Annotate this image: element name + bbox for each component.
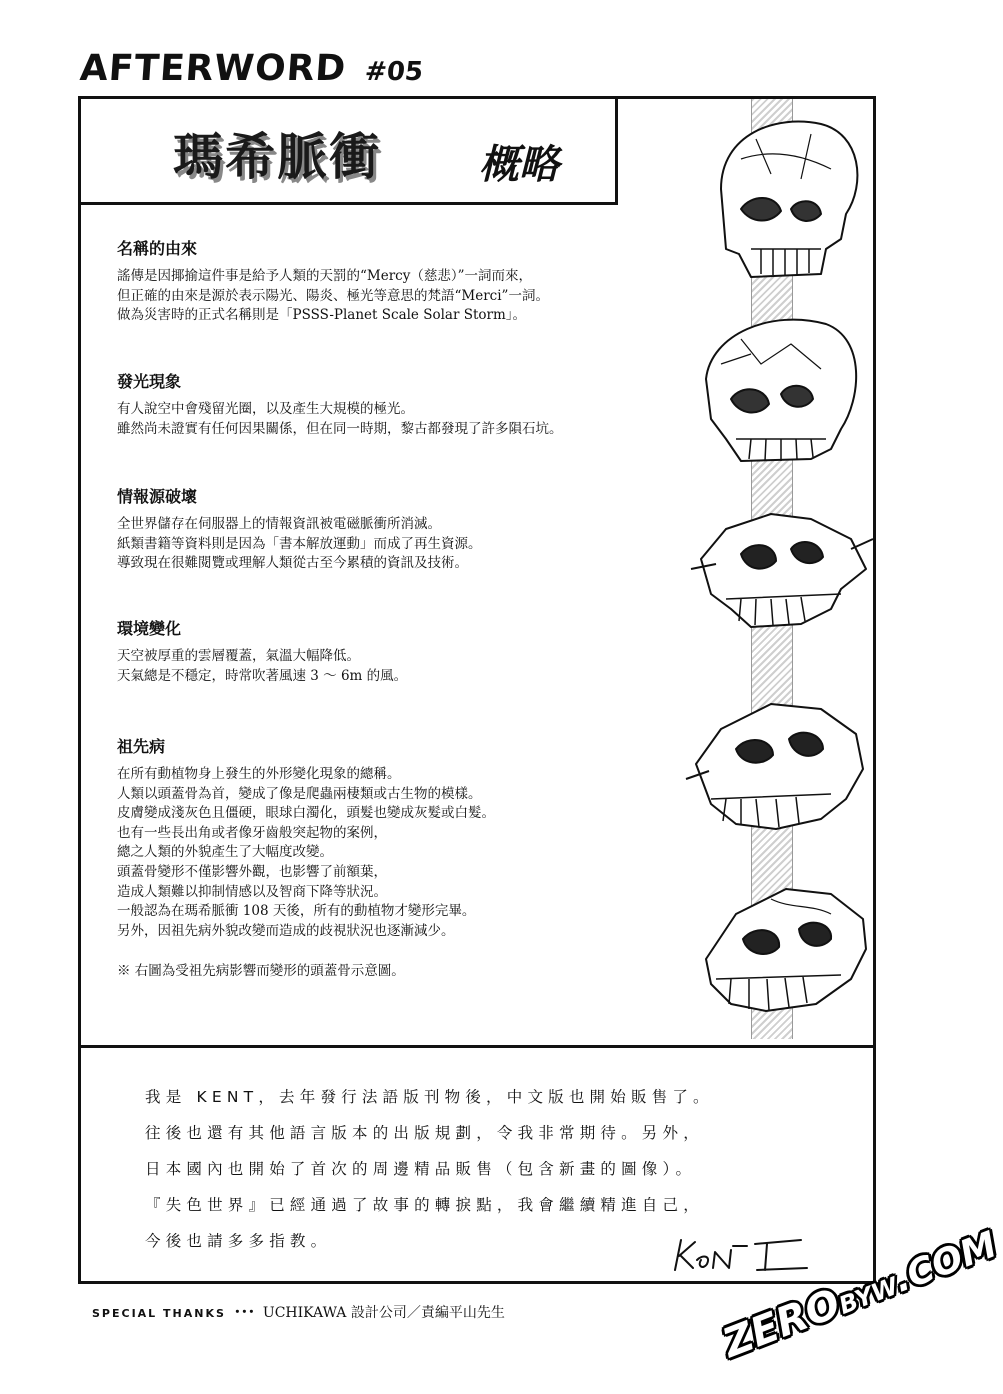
signature xyxy=(671,1234,811,1276)
section-line: 頭蓋骨變形不僅影響外觀，也影響了前額葉， xyxy=(117,863,387,880)
afterword-label: AFTERWORD xyxy=(78,48,348,89)
section-info-destruction xyxy=(117,484,677,574)
special-thanks xyxy=(92,1302,505,1322)
title-box xyxy=(81,99,618,205)
section-line: 謠傳是因揶揄這件事是給予人類的天罰的“Mercy（慈悲）”一詞而來， xyxy=(117,268,533,284)
watermark-com: .COM xyxy=(888,1224,1003,1301)
illustration-note: ※ 右圖為受祖先病影響而變形的頭蓋骨示意圖。 xyxy=(117,963,405,979)
section-line: 總之人類的外貌產生了大幅度改變。 xyxy=(117,844,333,861)
section-line: 人類以頭蓋骨為首，變成了像是爬蟲兩棲類或古生物的模樣。 xyxy=(117,785,482,802)
section-heading: 發光現象 xyxy=(117,372,182,391)
section-line: 紙類書籍等資料則是因為「書本解放運動」而成了再生資源。 xyxy=(117,535,482,552)
section-line: 一般認為在瑪希脈衝 108 天後，所有的動植物才變形完畢。 xyxy=(117,903,476,920)
message-line: 『失色世界』已經通過了故事的轉捩點，我會繼續精進自己， xyxy=(145,1196,704,1214)
author-message xyxy=(145,1079,845,1259)
section-line: 做為災害時的正式名稱則是「PSSS-Planet Scale Solar Storm」。 xyxy=(117,307,527,324)
section-line: 造成人類難以抑制情感以及智商下降等狀況。 xyxy=(117,883,387,900)
section-line: 雖然尚未證實有任何因果關係，但在同一時期，黎古都發現了許多隕石坑。 xyxy=(117,420,563,437)
divider xyxy=(81,1045,873,1048)
section-heading: 情報源破壞 xyxy=(117,487,198,506)
section-environment xyxy=(117,616,677,686)
message-line: 今後也請多多指教。 xyxy=(145,1232,332,1250)
thanks-text: UCHIKAWA 設計公司／責編平山先生 xyxy=(262,1305,505,1321)
skull-variant-2-icon xyxy=(691,514,873,627)
afterword-header xyxy=(80,48,423,89)
main-frame xyxy=(78,96,876,1284)
section-line: 有人說空中會殘留光圈，以及產生大規模的極光。 xyxy=(117,401,414,417)
message-line: 日本國內也開始了首次的周邊精品販售（包含新畫的圖像）。 xyxy=(145,1160,697,1178)
page-title: 瑪希脈衝 xyxy=(173,128,381,186)
message-line: 我是 KENT，去年發行法語版刊物後，中文版也開始販售了。 xyxy=(145,1088,714,1106)
section-line: 全世界儲存在伺服器上的情報資訊被電磁脈衝所消滅。 xyxy=(117,516,441,532)
section-line: 在所有動植物身上發生的外形變化現象的總稱。 xyxy=(117,766,401,782)
watermark xyxy=(705,1224,1003,1390)
section-line: 但正確的由來是源於表示陽光、陽炎、極光等意思的梵語“Merci”一詞。 xyxy=(117,287,549,304)
section-line: 另外，因祖先病外貌改變而造成的歧視狀況也逐漸減少。 xyxy=(117,922,455,939)
section-heading: 環境變化 xyxy=(117,619,182,638)
afterword-number: #05 xyxy=(363,57,425,87)
section-line: 導致現在很難閱覽或理解人類從古至今累積的資訊及技術。 xyxy=(117,555,468,572)
page-subtitle: 概略 xyxy=(479,142,559,188)
watermark-zero: ZERO xyxy=(717,1280,847,1367)
section-ancestor-disease xyxy=(117,734,677,941)
section-heading: 名稱的由來 xyxy=(117,239,198,258)
section-heading: 祖先病 xyxy=(117,737,166,756)
message-line: 往後也還有其他語言版本的出版規劃，令我非常期待。另外， xyxy=(145,1124,704,1142)
skull-human-icon xyxy=(721,122,857,277)
skull-illustrations xyxy=(681,99,876,1039)
section-line: 天空被厚重的雲層覆蓋，氣溫大幅降低。 xyxy=(117,648,360,664)
skull-variant-3-icon xyxy=(686,704,863,829)
section-line: 也有一些長出角或者像牙齒般突起物的案例， xyxy=(117,824,387,841)
section-luminescence xyxy=(117,369,677,439)
watermark-byw: BYW xyxy=(835,1271,902,1320)
skull-variant-4-icon xyxy=(706,889,866,1011)
section-line: 天氣總是不穩定，時常吹著風速 3 ～ 6m 的風。 xyxy=(117,667,408,684)
skull-variant-1-icon xyxy=(706,320,856,461)
thanks-label: SPECIAL THANKS xyxy=(92,1307,226,1320)
section-line: 皮膚變成淺灰色且僵硬，眼球白濁化，頭髮也變成灰髮或白髮。 xyxy=(117,805,495,822)
section-name-origin xyxy=(117,236,677,326)
thanks-dots: ･･･ xyxy=(233,1305,255,1321)
